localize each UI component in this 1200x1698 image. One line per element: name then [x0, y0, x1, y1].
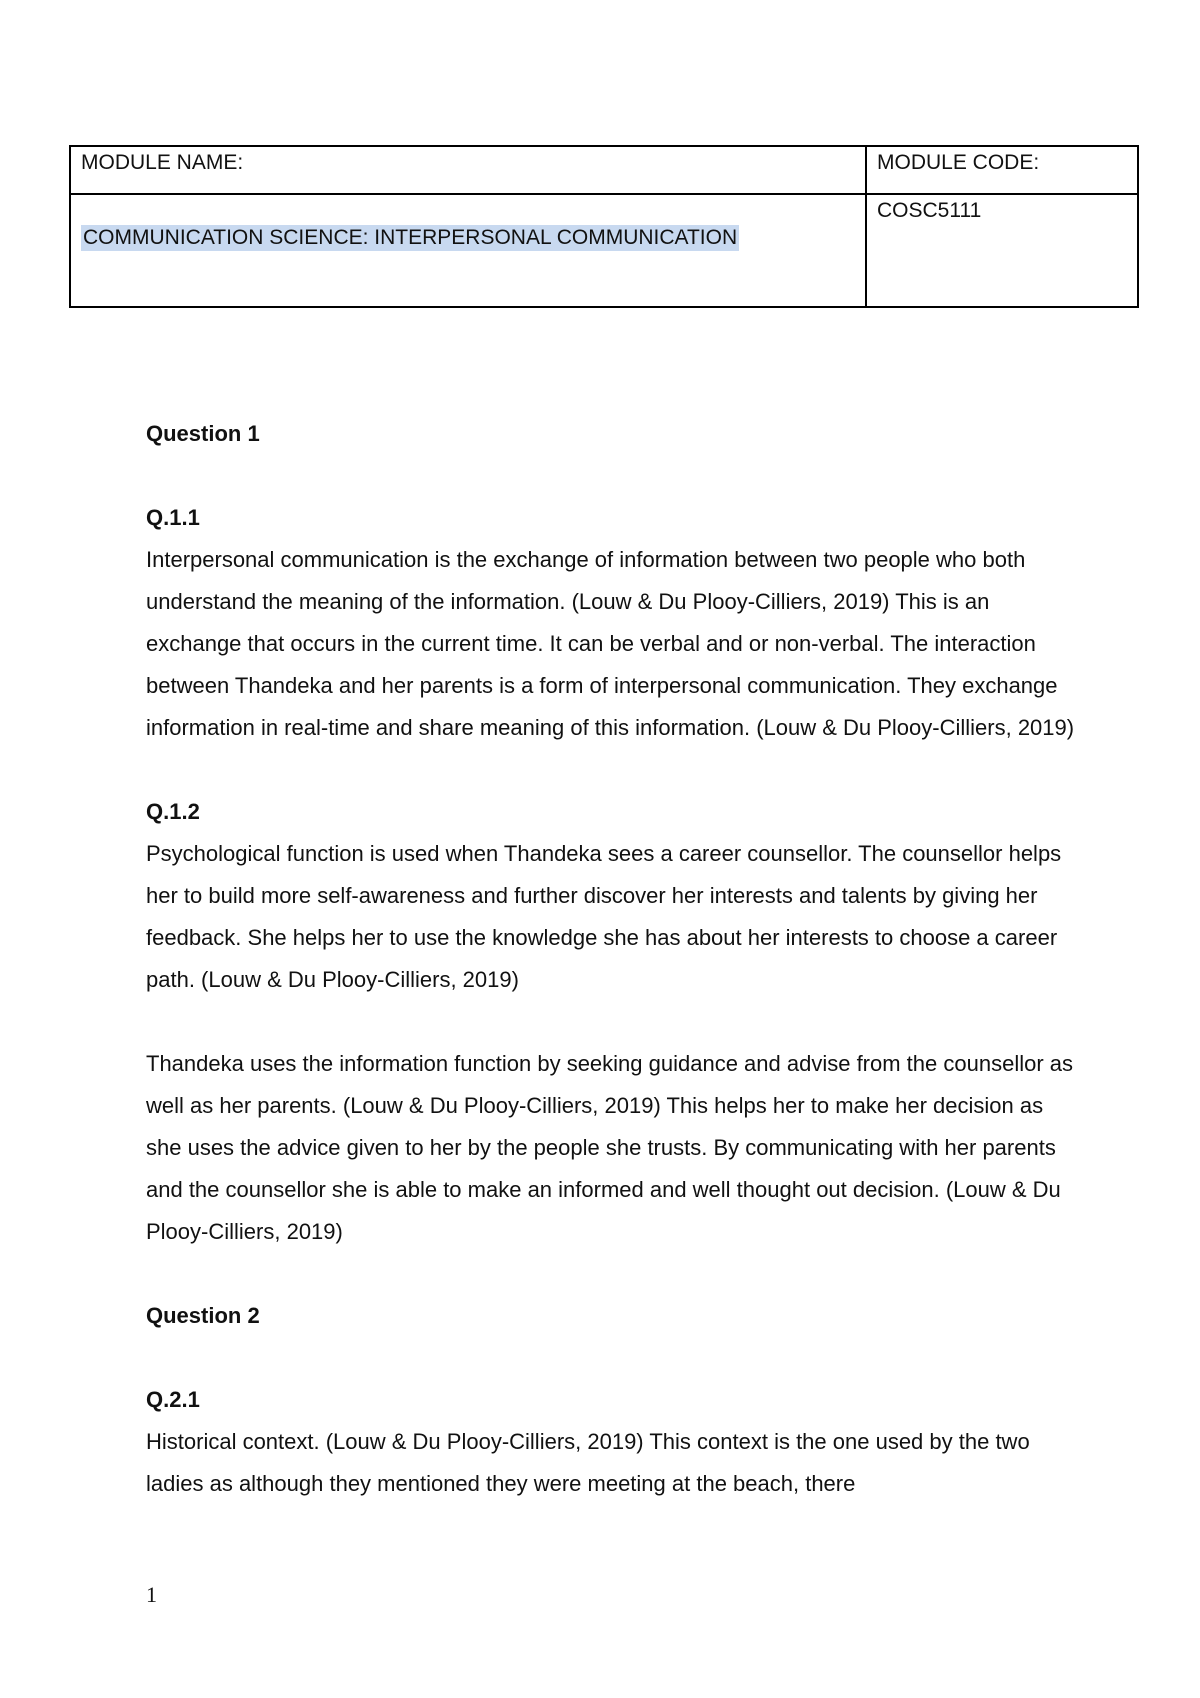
module-code-label-cell [866, 146, 1138, 194]
module-code-value-cell [866, 194, 1138, 307]
module-name-label: MODULE NAME: [81, 151, 244, 174]
q-2-1-paragraph: Historical context. (Louw & Du Plooy-Cilliers, 2019) This context is the one used by the two ladies as although they mentioned they were meeting at the beach, there [146, 1429, 1030, 1496]
q-2-1-heading: Q.2.1 [146, 1387, 200, 1412]
question-1-heading: Question 1 [146, 421, 260, 446]
document-body [146, 413, 1076, 1547]
module-code-value: COSC5111 [877, 199, 982, 222]
module-name-label-cell [70, 146, 866, 194]
q-1-1-heading: Q.1.1 [146, 505, 200, 530]
q-1-1-paragraph: Interpersonal communication is the exchange of information between two people who both understand the meaning of the information. (Louw & Du Plooy-Cilliers, 2019) This is an exchange that occurs in the current time. It can be verbal and or non-verbal. The interaction between Thandeka and her parents is a form of interpersonal communication. They exchange information in real-time and share meaning of this information. (Louw & Du Plooy-Cilliers, 2019) [146, 547, 1075, 740]
module-name-value[interactable]: COMMUNICATION SCIENCE: INTERPERSONAL COMMUNICATION [83, 226, 738, 249]
q-1-2-paragraph-2: Thandeka uses the information function by seeking guidance and advise from the counsellor as well as her parents. (Louw & Du Plooy-Cilliers, 2019) This helps her to make her decision as she uses the advice given to her by the people she trusts. By communicating with her parents and the counsellor she is able to make an informed and well thought out decision. (Louw & Du Plooy-Cilliers, 2019) [146, 1051, 1074, 1244]
q-1-2-heading: Q.1.2 [146, 799, 200, 824]
question-2-heading: Question 2 [146, 1303, 260, 1328]
module-name-value-cell [70, 194, 866, 307]
module-info-table [69, 145, 1139, 308]
q-1-2-paragraph-1: Psychological function is used when Thandeka sees a career counsellor. The counsellor helps her to build more self-awareness and further discover her interests and talents by giving her feedback. She helps her to use the knowledge she has about her interests to choose a career path. (Louw & Du Plooy-Cilliers, 2019) [146, 841, 1062, 992]
page-number: 1 [146, 1582, 157, 1607]
module-code-label: MODULE CODE: [877, 151, 1040, 174]
